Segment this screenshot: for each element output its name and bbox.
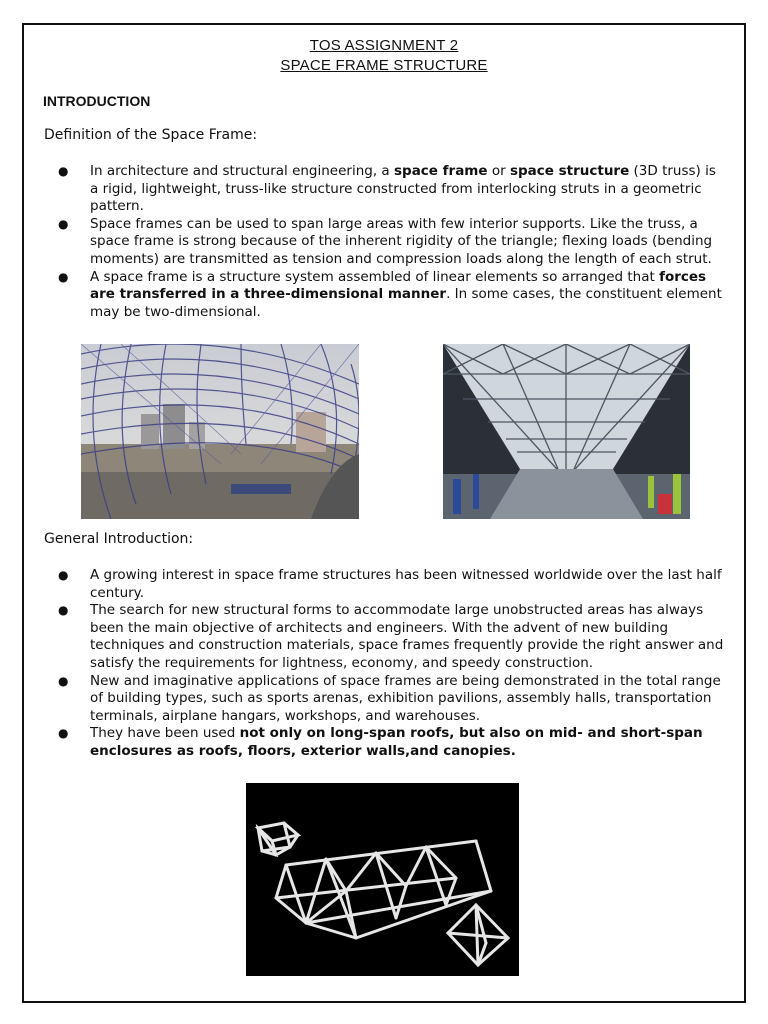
general-bullet-item [0,567,768,602]
bullet-text: A space frame is a structure system assembled of linear elements so arranged that [90,268,660,285]
general-bullet-item [0,725,768,760]
bullet-icon: ● [58,164,69,178]
bullet-text: A growing interest in space frame structures has been witnessed worldwide over the last half century. [90,567,722,601]
general-bullet-item [0,673,768,726]
curved-lattice-photo [81,344,359,519]
bullet-text: They have been used [90,725,240,742]
bullet-text: forces are transferred in a three-dimensional manner [90,268,707,303]
general-subheading: General Introduction: [44,531,194,547]
bullet-text: space structure [509,163,630,179]
definition-subheading: Definition of the Space Frame: [44,127,258,143]
bullet-text: New and imaginative applications of space frames are being demonstrated in the total range of building types, such as sports arenas, exhibition pavilions, assembly halls, transportation terminals, airplane hangars, workshops, and warehouses. [90,672,721,724]
bullet-icon: ● [58,726,69,741]
bullet-text: (3D truss) is a rigid, lightweight, truss-like structure constructed from interlocking struts in a geometric pattern. [90,163,716,215]
bullet-text: In architecture and structural engineering, a [90,163,394,179]
definition-bullet-list [0,163,768,321]
bullet-text: The search for new structural forms to accommodate large unobstructed areas has always been the main objective of architects and engineers. With the advent of new building techniques and construction materials, space frames frequently provide the right answer and satisfy the requirements for lightness, economy, and speedy construction. [90,602,724,671]
bullet-text: . In some cases, the constituent element may be two-dimensional. [90,286,722,320]
document-subtitle: SPACE FRAME STRUCTURE [280,57,488,74]
roof-truss-photo [443,344,690,519]
bullet-icon: ● [58,673,69,688]
general-bullet-item [0,602,768,672]
document-title: TOS ASSIGNMENT 2 [309,37,459,54]
bullet-text: not only on long-span roofs, but also on mid- and short-span enclosures as roofs, floors, exterior walls,and canopies. [90,725,703,759]
bullet-icon: ● [58,216,69,231]
section-heading: INTRODUCTION [43,93,151,109]
bullet-icon: ● [58,269,69,284]
truss-model-photo [246,783,519,976]
bullet-icon: ● [58,568,69,582]
bullet-icon: ● [58,603,69,618]
definition-bullet-item [0,216,768,269]
definition-bullet-item [0,269,768,322]
general-bullet-list [0,567,768,761]
bullet-text: Space frames can be used to span large areas with few interior supports. Like the truss, a space frame is strong because of the inherent rigidity of the triangle; flexing loads (bending moments) are transmitted as tension and compression loads along the length of each strut. [90,215,713,267]
bullet-text: or [487,163,510,179]
definition-bullet-item [0,163,768,216]
bullet-text: space frame [394,163,488,179]
